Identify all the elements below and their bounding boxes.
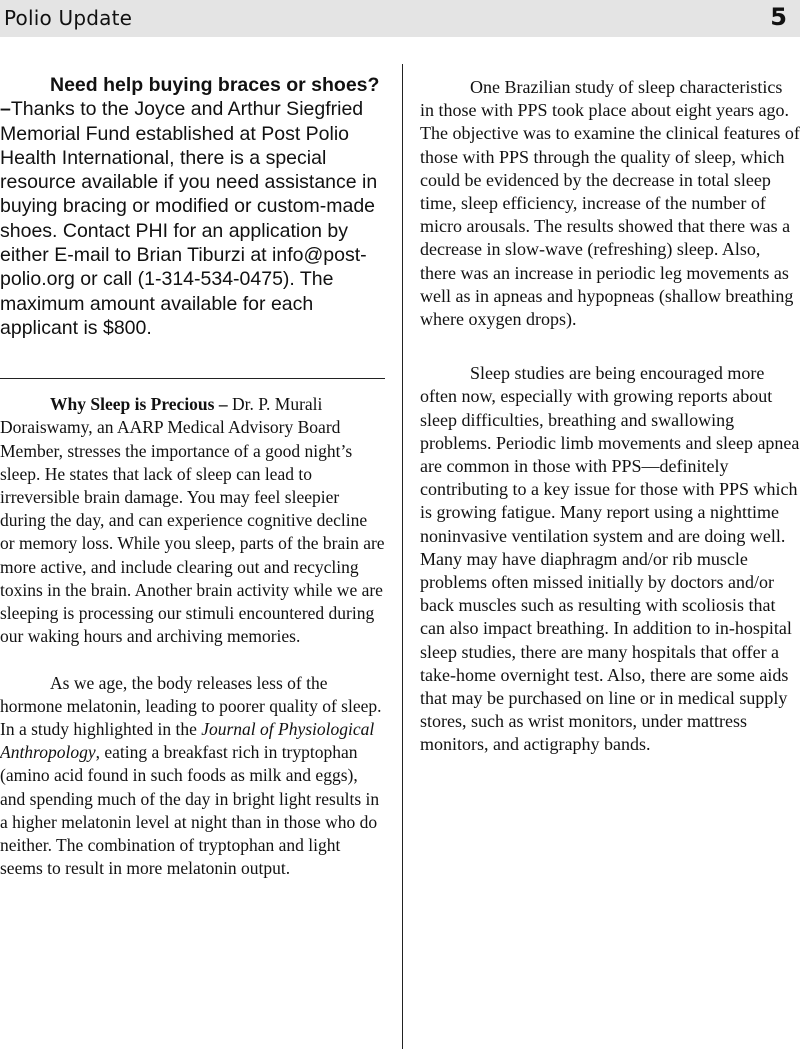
- melatonin-body-start: As we age, the body releases less of the hormone melatonin, leading to poorer quality of sleep. In a study highlighted in the: [0, 672, 382, 739]
- page-header: [0, 0, 800, 37]
- left-column: [0, 73, 385, 880]
- page-number: 5: [770, 3, 787, 31]
- sleep-body: Dr. P. Murali Doraiswamy, an AARP Medical Advisory Board Member, stresses the importance of a good night’s sleep. He states that lack of sleep can lead to irreversible brain damage. You may feel sleepier during the day, and can experience cognitive decline or memory loss. While you sleep, parts of the brain are more active, and include clearing out and recycling toxins in the brain. Another brain activity while we are sleeping is processing our stimuli encountered during our waking hours and archiving memories.: [0, 394, 385, 647]
- column-divider: [402, 64, 403, 1049]
- newsletter-title: Polio Update: [4, 6, 133, 30]
- sleep-heading: Why Sleep is Precious –: [50, 394, 228, 415]
- sleep-studies-paragraph: Sleep studies are being encouraged more often now, especially with growing reports about sleep difficulties, breathing and swallowing problems. Periodic limb movements and sleep apnea are common in those with PPS—definitely contributing to a key issue for those with PPS which is growing fatigue. Many report using a nighttime noninvasive ventilation system and are doing well. Many may have diaphragm and/or rib muscle problems often missed initially by doctors and/or back muscles such as resulting with scoliosis that can also impact breathing. In addition to in-hospital sleep studies, there are many hospitals that offer a take-home overnight test. Also, there are some aids that may be purchased on line or in medical supply stores, such as wrist monitors, under mattress monitors, and actigraphy bands.: [420, 363, 800, 755]
- melatonin-body-end: , eating a breakfast rich in tryptophan (amino acid found in such foods as milk and eggs), and spending much of the day in bright light results in a higher melatonin level at night than in those who do neither. The combination of tryptophan and light seems to result in more melatonin output.: [0, 742, 380, 879]
- braces-body: Thanks to the Joyce and Arthur Siegfried Memorial Fund established at Post Polio Health International, there is a special resource available if you need assistance in buying bracing or modified or custom-made shoes. Contact PHI for an application by either E-mail to Brian Tiburzi at info@post-polio.org or call (1-314-534-0475). The maximum amount available for each applicant is $800.: [0, 98, 378, 339]
- brazil-study-paragraph: One Brazilian study of sleep characteristics in those with PPS took place about eight years ago. The objective was to examine the clinical features of those with PPS through the quality of sleep, which could be evidenced by the decrease in total sleep time, sleep efficiency, increase of the number of micro arousals. The results showed that there was a decrease in slow-wave (refreshing) sleep. Also, there was an increase in periodic leg movements as well as in apneas and hypopneas (shallow breathing where oxygen drops).: [420, 77, 800, 330]
- braces-heading: Need help buying braces or shoes? –: [0, 74, 380, 121]
- section-divider: [0, 378, 385, 379]
- braces-paragraph: [0, 73, 385, 340]
- right-column: [420, 76, 800, 757]
- sleep-paragraph: [0, 393, 385, 648]
- journal-title: Journal of Physiological Anthropology: [0, 718, 375, 763]
- melatonin-paragraph: [0, 672, 385, 881]
